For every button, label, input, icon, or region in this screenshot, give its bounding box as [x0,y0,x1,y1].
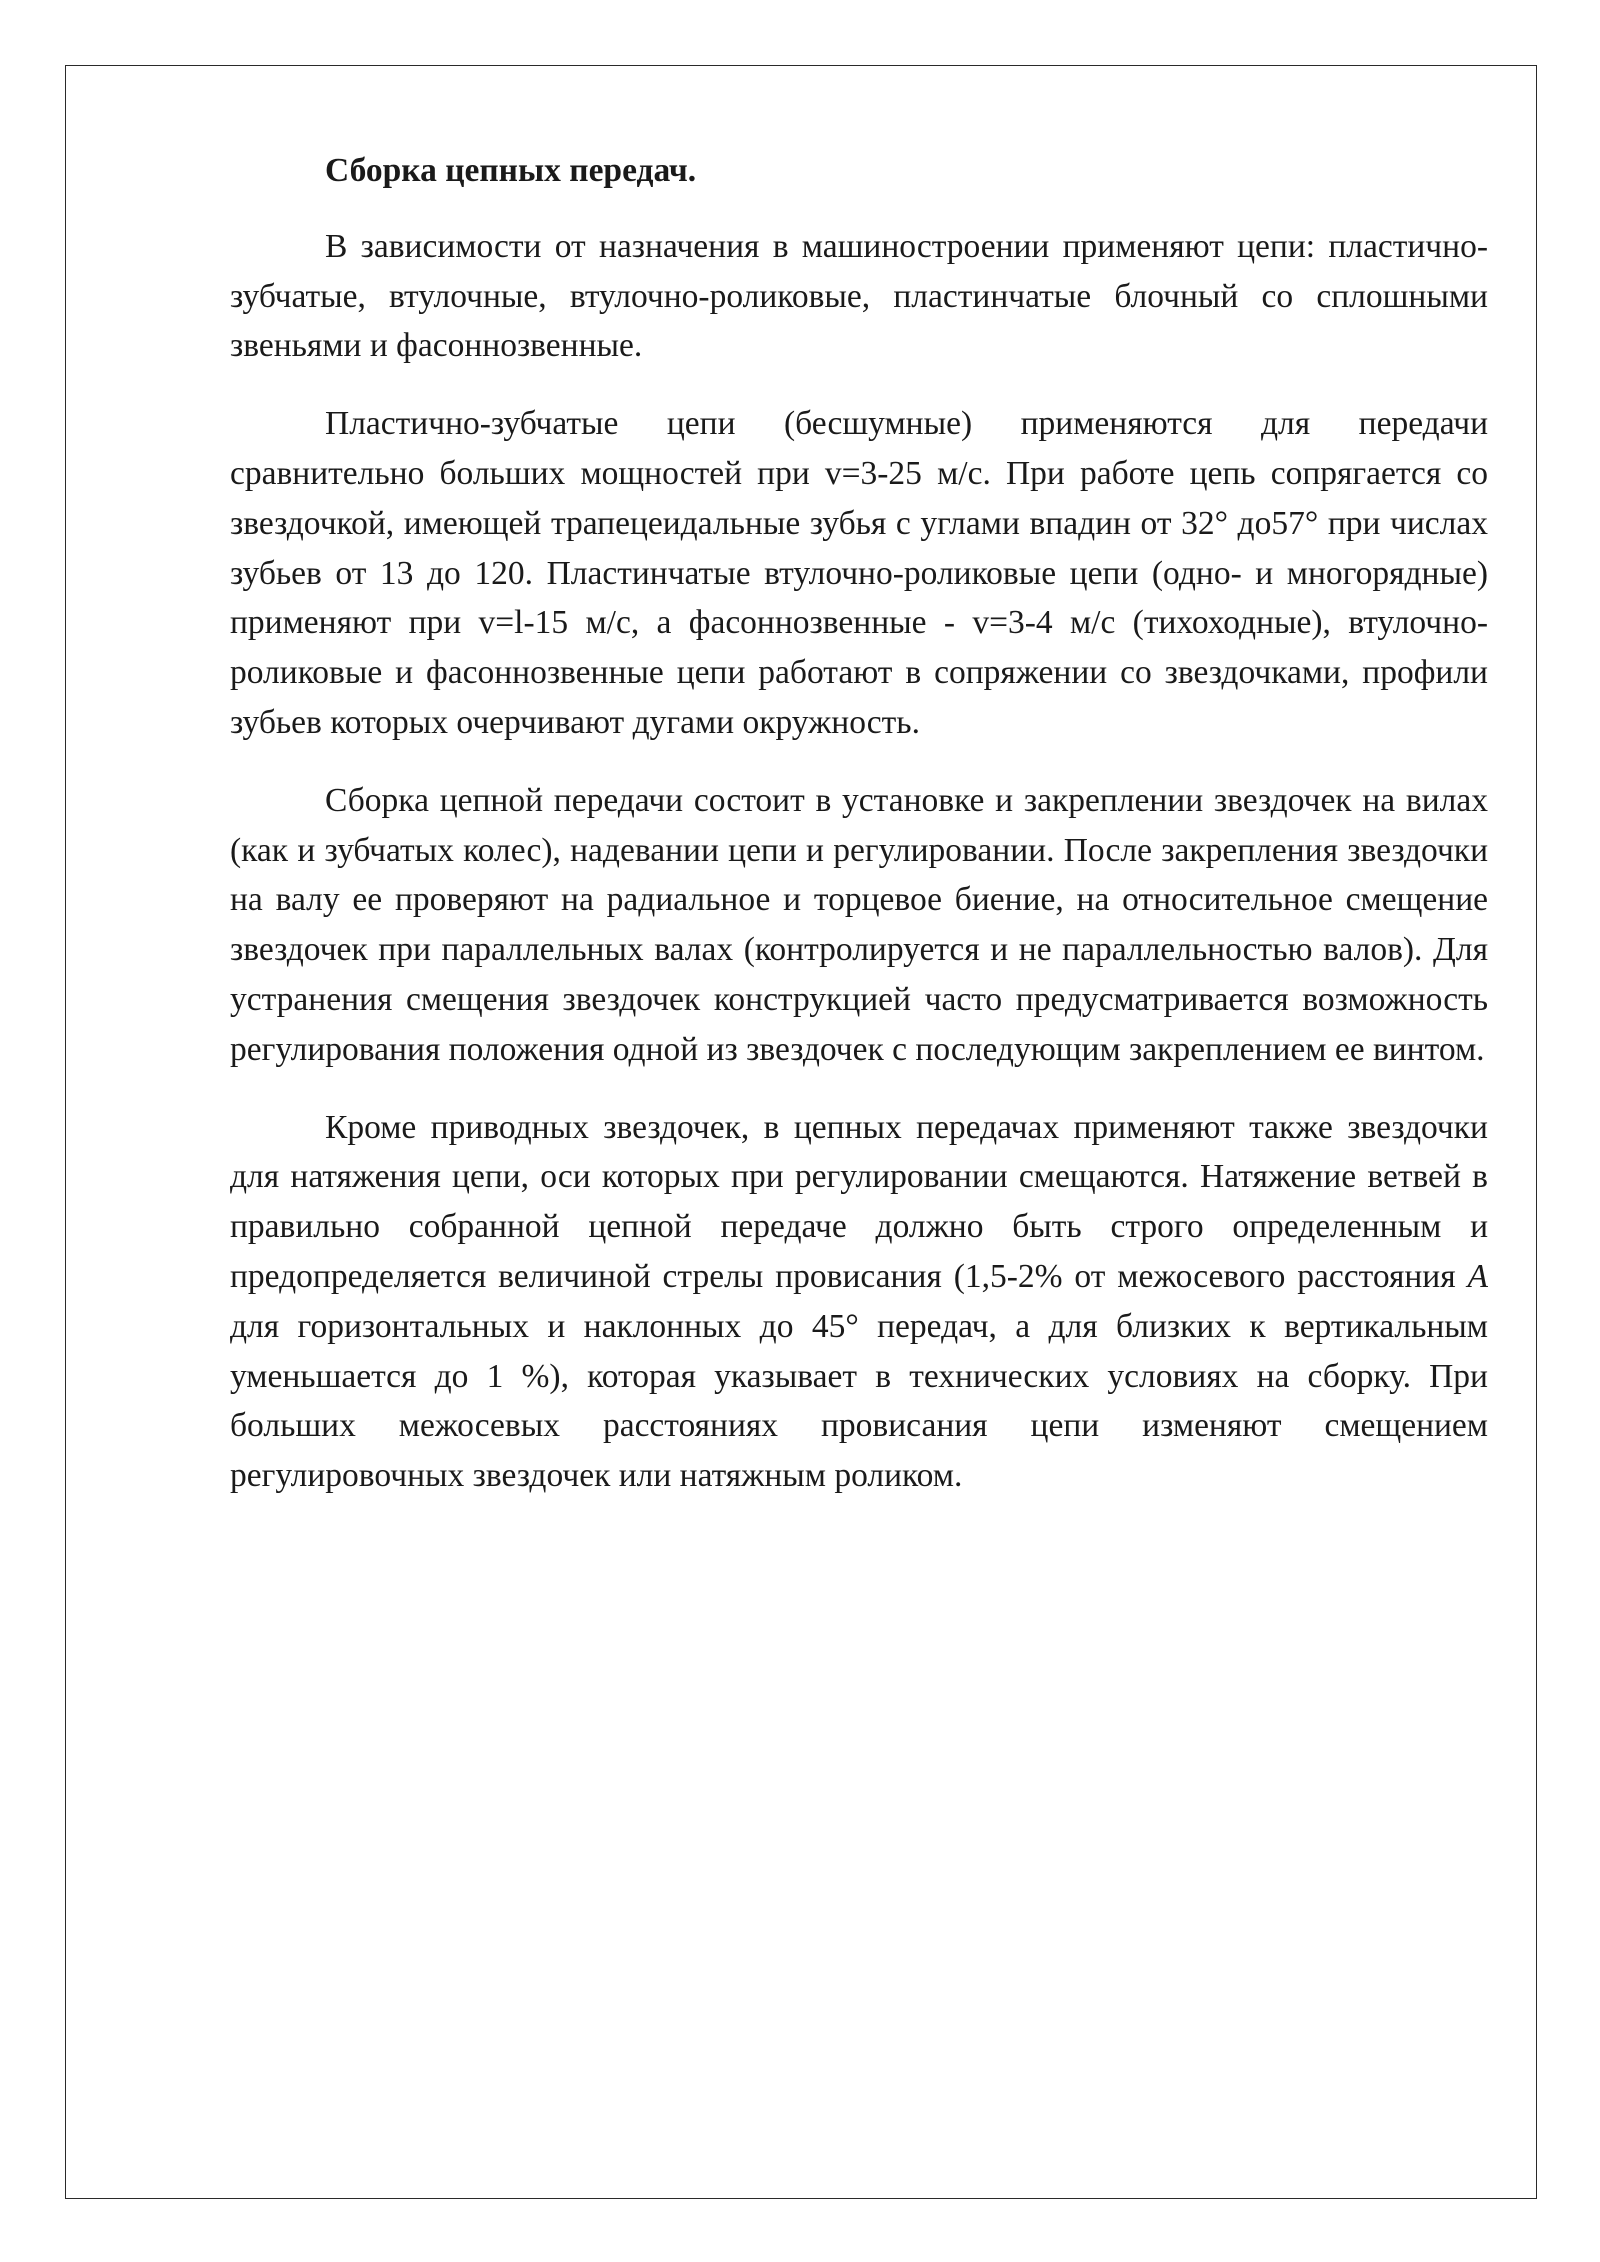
paragraph-1: В зависимости от назначения в машиностроении применяют цепи: пластично-зубчатые, втулочные, втулочно-роликовые, пластинчатые блочный со сплошными звеньями и фасоннозвенные. [230,227,1488,365]
document-body [230,146,1488,1529]
paragraph-4 [230,1103,1488,1501]
paragraph-4-text-end: для горизонтальных и наклонных до 45° передач, а для близких к вертикальным уменьшается до 1 %), которая указывает в технических условиях на сборку. При больших межосевых расстояниях провисания цепи изменяют смещением регулировочных звездочек или натяжным роликом. [230,1307,1488,1495]
paragraph-3: Сборка цепной передачи состоит в установке и закреплении звездочек на вилах (как и зубчатых колес), надевании цепи и регулировании. После закрепления звездочки на валу ее проверяют на радиальное и торцевое биение, на относительное смещение звездочек при параллельных валах (контролируется и не параллельностью валов). Для устранения смещения звездочек конструкцией часто предусматривается возможность регулирования положения одной из звездочек с последующим закреплением ее винтом. [230,781,1488,1068]
document-heading: Сборка цепных передач. [325,152,697,189]
paragraph-2: Пластично-зубчатые цепи (бесшумные) применяются для передачи сравнительно больших мощностей при v=3-25 м/с. При работе цепь сопрягается со звездочкой, имеющей трапецеидальные зубья с углами впадин от 32° до57° при числах зубьев от 13 до 120. Пластинчатые втулочно-роликовые цепи (одно- и многорядные) применяют при v=l-15 м/с, а фасоннозвенные - v=3-4 м/с (тихоходные), втулочно-роликовые и фасоннозвенные цепи работают в сопряжении со звездочками, профили зубьев которых очерчивают дугами окружность. [230,405,1488,741]
paragraph-4-text-start: Кроме приводных звездочек, в цепных передачах применяют также звездочки для натяжения цепи, оси которых при регулировании смещаются. Натяжение ветвей в правильно собранной цепной передаче должно быть строго определенным и предопределяется величиной стрелы провисания (1,5-2% от межосевого расстояния [230,1108,1488,1295]
paragraph-4-italic-symbol: А [1467,1257,1488,1295]
